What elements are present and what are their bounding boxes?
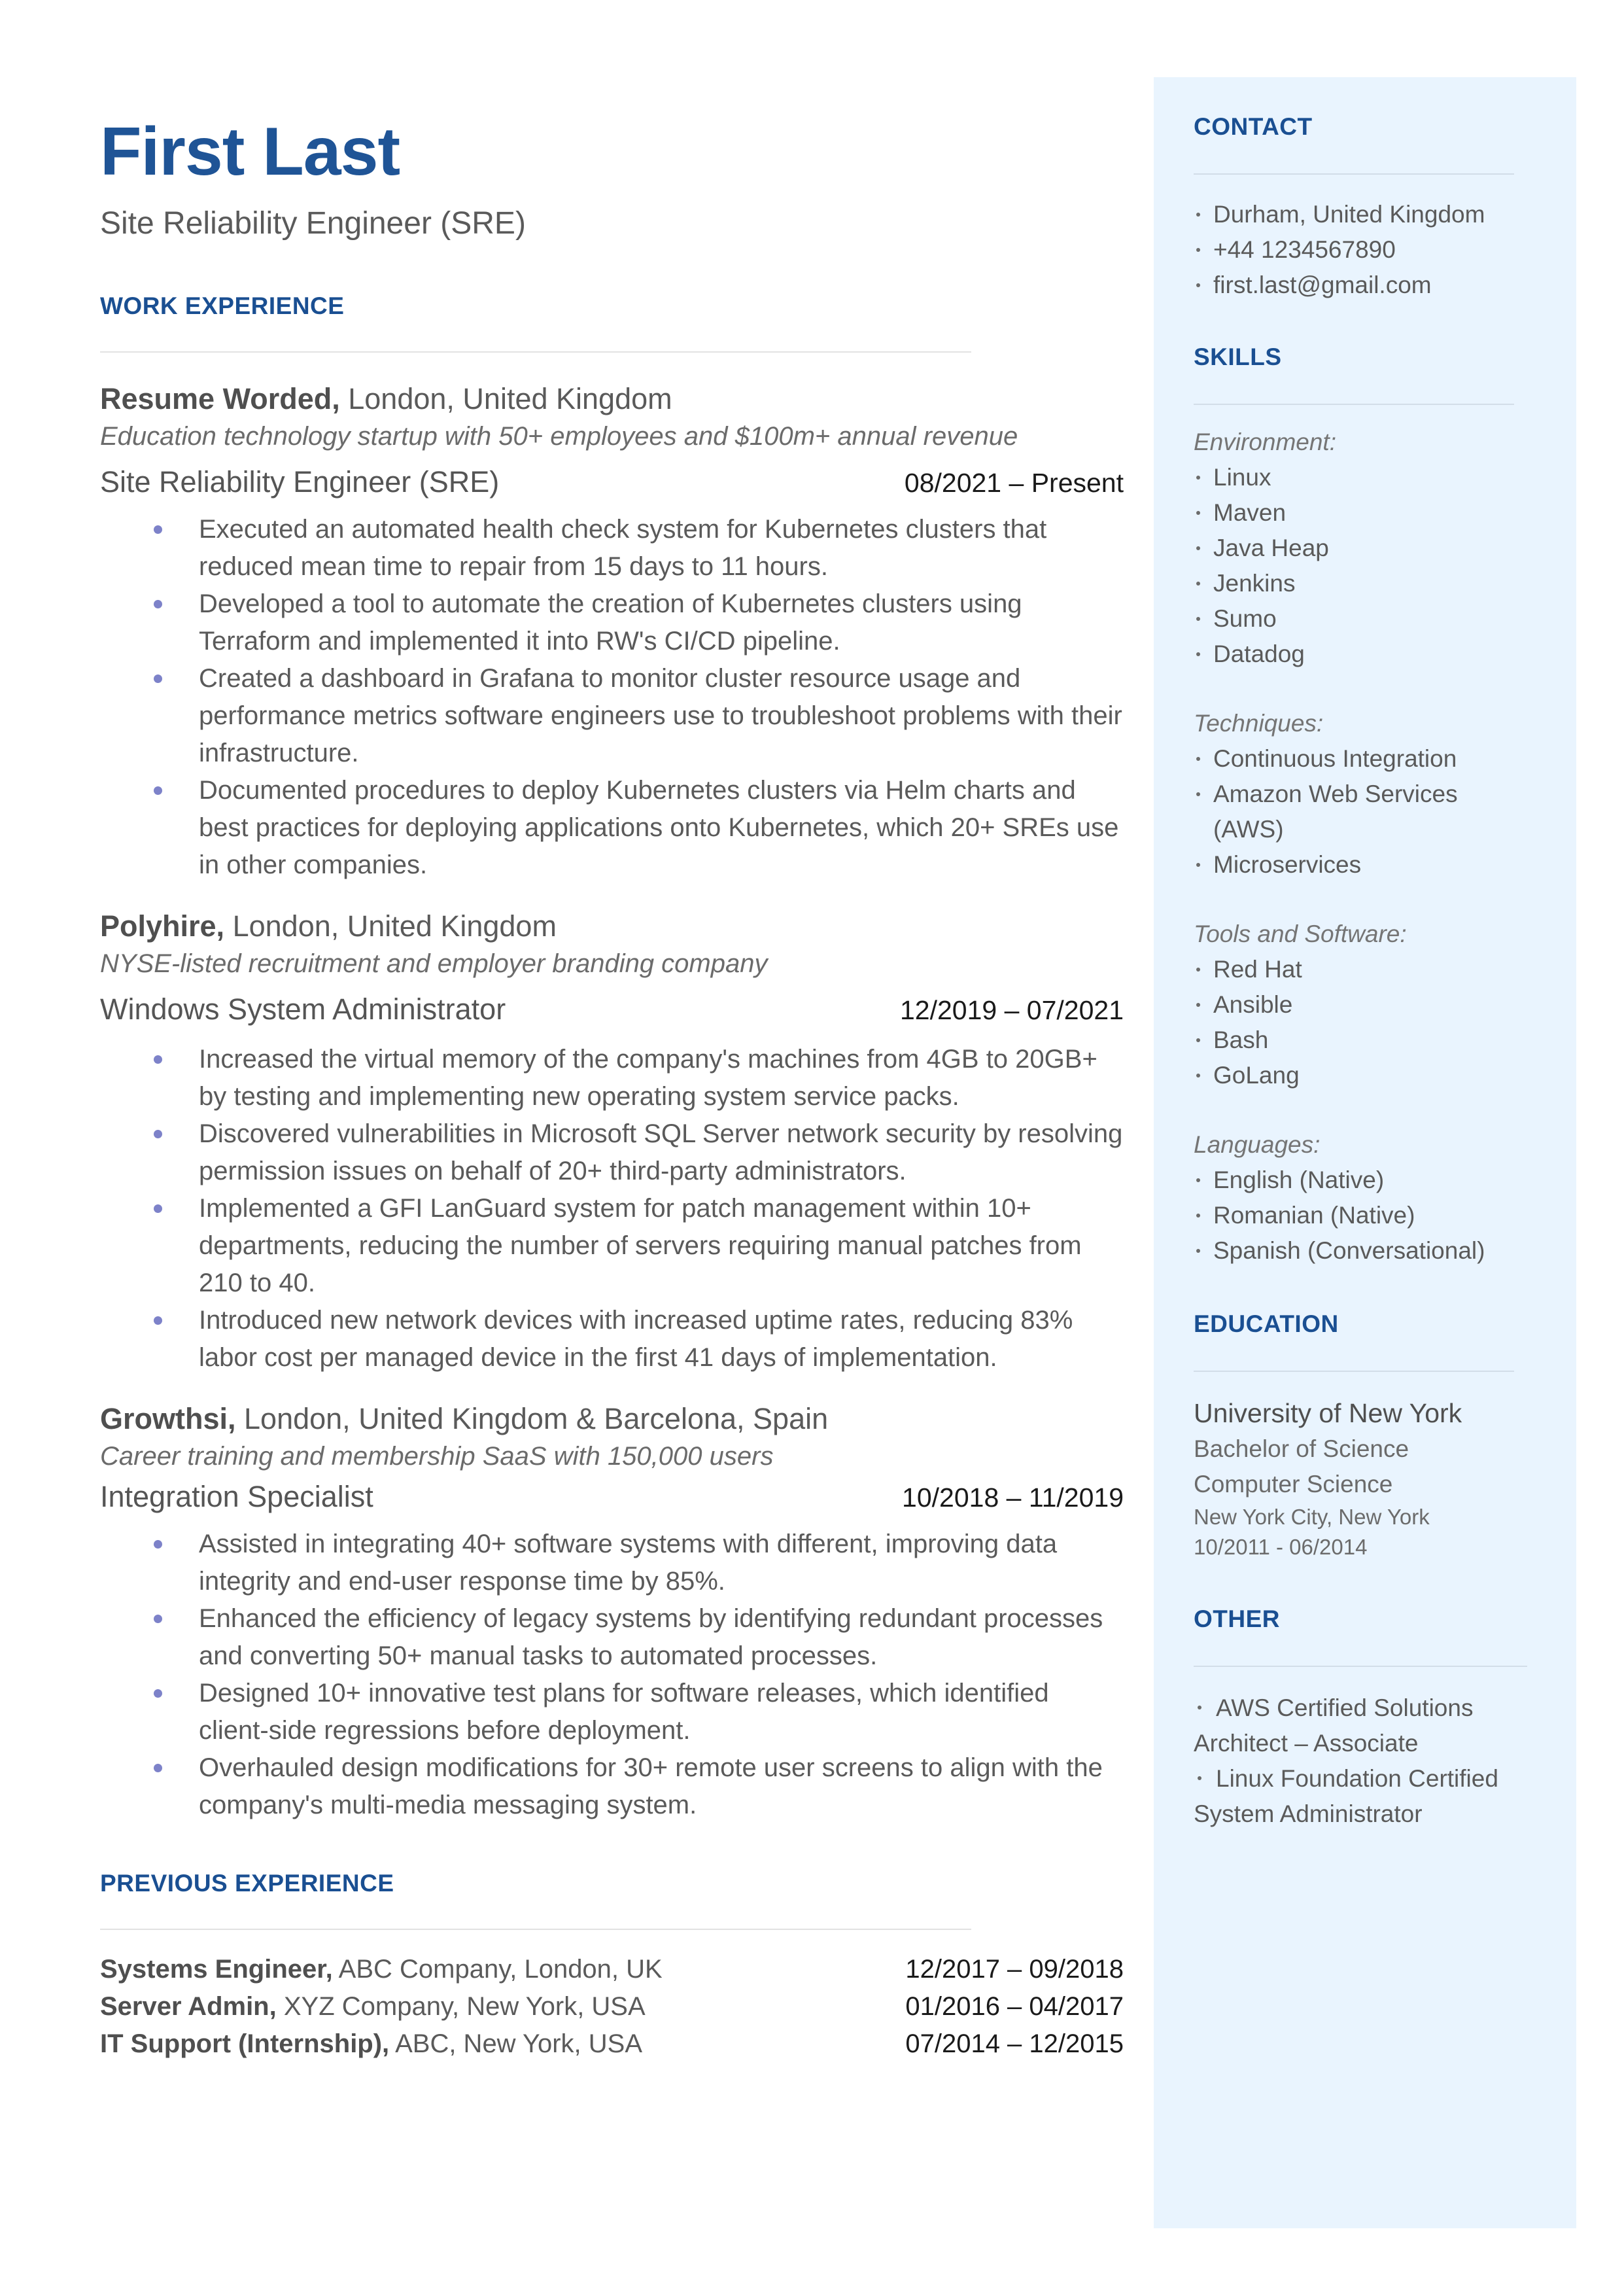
job-dates: 08/2021 – Present xyxy=(904,467,1124,498)
skills-group-label: Environment: xyxy=(1194,429,1336,455)
bullet-dot-icon xyxy=(1196,248,1200,252)
skills-heading: SKILLS xyxy=(1194,343,1282,370)
bullet-dot-icon xyxy=(154,1689,162,1698)
contact-location: Durham, United Kingdom xyxy=(1194,197,1521,232)
job-role-row xyxy=(100,465,1124,499)
main-column xyxy=(100,114,1124,2063)
bullet-dot-icon xyxy=(1196,213,1200,217)
skills-list xyxy=(1194,741,1521,883)
job-role: Windows System Administrator xyxy=(100,992,506,1026)
job-bullet: Increased the virtual memory of the company's machines from 4GB to 20GB+ by testing and implementing new operating system service packs. xyxy=(100,1041,1124,1115)
skill-item: Bash xyxy=(1194,1023,1521,1058)
job-dates: 12/2019 – 07/2021 xyxy=(900,994,1124,1025)
bullet-dot-icon xyxy=(1196,968,1200,972)
job-bullet: Enhanced the efficiency of legacy systems by identifying redundant processes and converting 50+ manual tasks to automated processes. xyxy=(100,1600,1124,1675)
skills-group xyxy=(1194,917,1521,1093)
skill-item: GoLang xyxy=(1194,1058,1521,1093)
contact-heading: CONTACT xyxy=(1194,113,1313,140)
job-bullet: Introduced new network devices with increased uptime rates, reducing 83% labor cost per managed device in the first 41 days of implementation. xyxy=(100,1302,1124,1376)
work-experience-heading: WORK EXPERIENCE xyxy=(100,292,345,319)
certification-item: Linux Foundation Certified System Administrator xyxy=(1194,1765,1498,1827)
contact-list xyxy=(1194,197,1521,303)
contact-phone: +44 1234567890 xyxy=(1194,232,1521,268)
bullet-dot-icon xyxy=(1198,1706,1201,1709)
job-bullets xyxy=(100,511,1124,884)
job-bullets xyxy=(100,1041,1124,1376)
job-bullet: Created a dashboard in Grafana to monitor cluster resource usage and performance metrics software engineers use to troubleshoot problems with their infrastructure. xyxy=(100,660,1124,772)
education-dates: 10/2011 - 06/2014 xyxy=(1194,1535,1368,1559)
job-bullet: Executed an automated health check system for Kubernetes clusters that reduced mean time to repair from 15 days to 11 hours. xyxy=(100,511,1124,586)
job-description: NYSE-listed recruitment and employer branding company xyxy=(100,949,768,978)
job-entry xyxy=(100,1401,1124,1824)
bullet-dot-icon xyxy=(154,1764,162,1772)
bullet-dot-icon xyxy=(154,1615,162,1623)
education-divider xyxy=(1194,1371,1514,1372)
certification-item: AWS Certified Solutions Architect – Associate xyxy=(1194,1694,1474,1757)
skills-group xyxy=(1194,1127,1521,1269)
bullet-dot-icon xyxy=(1196,1249,1200,1253)
candidate-title: Site Reliability Engineer (SRE) xyxy=(100,206,526,241)
job-bullet: Overhauled design modifications for 30+ remote user screens to align with the company's multi-media messaging system. xyxy=(100,1749,1124,1824)
skill-item: Microservices xyxy=(1194,847,1521,883)
job-location: London, United Kingdom & Barcelona, Spain xyxy=(235,1401,829,1435)
skills-list xyxy=(1194,460,1521,672)
job-bullet: Assisted in integrating 40+ software systems with different, improving data integrity and end-user response time by 85%. xyxy=(100,1526,1124,1600)
job-company: Growthsi, xyxy=(100,1401,236,1435)
skill-item: English (Native) xyxy=(1194,1163,1521,1198)
bullet-dot-icon xyxy=(1196,1038,1200,1042)
bullet-dot-icon xyxy=(154,1204,162,1213)
other-heading: OTHER xyxy=(1194,1605,1280,1632)
skills-divider xyxy=(1194,404,1514,405)
bullet-dot-icon xyxy=(1196,546,1200,550)
bullet-dot-icon xyxy=(1196,1074,1200,1077)
skill-item: Maven xyxy=(1194,495,1521,531)
skills-group xyxy=(1194,706,1521,883)
skills-list xyxy=(1194,1163,1521,1269)
previous-experience-row: Systems Engineer, ABC Company, London, UK 12/2017 – 09/2018 xyxy=(100,1954,1124,1984)
sidebar xyxy=(1154,77,1576,2228)
job-bullets xyxy=(100,1526,1124,1824)
skill-item: Jenkins xyxy=(1194,566,1521,601)
candidate-name: First Last xyxy=(100,114,400,190)
education-degree: Bachelor of Science xyxy=(1194,1435,1409,1462)
bullet-dot-icon xyxy=(1196,1003,1200,1007)
job-bullet: Implemented a GFI LanGuard system for patch management within 10+ departments, reducing the number of servers requiring manual patches from 210 to 40. xyxy=(100,1190,1124,1302)
job-role: Integration Specialist xyxy=(100,1479,373,1513)
previous-experience-heading: PREVIOUS EXPERIENCE xyxy=(100,1869,394,1897)
job-company-line xyxy=(100,1401,1124,1437)
bullet-dot-icon xyxy=(1196,1214,1200,1218)
bullet-dot-icon xyxy=(1196,652,1200,656)
job-role: Site Reliability Engineer (SRE) xyxy=(100,464,500,499)
skill-item: Linux xyxy=(1194,460,1521,495)
skill-item: Continuous Integration xyxy=(1194,741,1521,777)
bullet-dot-icon xyxy=(1196,283,1200,287)
education-entry xyxy=(1194,1395,1521,1562)
skill-item: Java Heap xyxy=(1194,531,1521,566)
bullet-dot-icon xyxy=(154,1316,162,1325)
other-list xyxy=(1194,1691,1521,1832)
bullet-dot-icon xyxy=(154,1055,162,1064)
job-dates: 10/2018 – 11/2019 xyxy=(902,1482,1124,1513)
contact-divider xyxy=(1194,173,1514,175)
skills-group-label: Tools and Software: xyxy=(1194,920,1407,947)
bullet-dot-icon xyxy=(154,525,162,534)
bullet-dot-icon xyxy=(1198,1776,1201,1780)
job-company-line xyxy=(100,909,1124,944)
skill-item: Datadog xyxy=(1194,637,1521,672)
job-location: London, United Kingdom xyxy=(224,909,557,943)
bullet-dot-icon xyxy=(1196,863,1200,867)
job-company-line xyxy=(100,381,1124,417)
job-company: Resume Worded, xyxy=(100,381,340,415)
skills-list xyxy=(1194,952,1521,1093)
bullet-dot-icon xyxy=(154,674,162,683)
work-experience-divider xyxy=(100,351,971,353)
bullet-dot-icon xyxy=(154,1540,162,1549)
previous-experience-row: IT Support (Internship), ABC, New York, USA 07/2014 – 12/2015 xyxy=(100,2029,1124,2058)
bullet-dot-icon xyxy=(1196,792,1200,796)
bullet-dot-icon xyxy=(1196,757,1200,761)
other-divider xyxy=(1194,1666,1527,1667)
job-role-row xyxy=(100,992,1124,1026)
job-company: Polyhire, xyxy=(100,909,225,943)
job-bullet: Discovered vulnerabilities in Microsoft SQL Server network security by resolving permission issues on behalf of 20+ third-party administrators. xyxy=(100,1115,1124,1190)
previous-experience-divider xyxy=(100,1929,971,1930)
bullet-dot-icon xyxy=(1196,582,1200,586)
education-field: Computer Science xyxy=(1194,1471,1393,1498)
job-entry xyxy=(100,381,1124,884)
sidebar-content xyxy=(1194,113,1521,1832)
skill-item: Spanish (Conversational) xyxy=(1194,1233,1521,1269)
skill-item: Amazon Web Services (AWS) xyxy=(1194,777,1521,847)
job-bullet: Documented procedures to deploy Kubernetes clusters via Helm charts and best practices for deploying applications onto Kubernetes, which 20+ SREs use in other companies. xyxy=(100,772,1124,884)
contact-email: first.last@gmail.com xyxy=(1194,268,1521,303)
bullet-dot-icon xyxy=(1196,476,1200,480)
bullet-dot-icon xyxy=(154,786,162,795)
skill-item: Sumo xyxy=(1194,601,1521,637)
education-heading: EDUCATION xyxy=(1194,1310,1339,1337)
previous-experience-list xyxy=(100,1951,1124,2063)
skills-group-label: Techniques: xyxy=(1194,710,1324,737)
education-school: University of New York xyxy=(1194,1398,1462,1428)
bullet-dot-icon xyxy=(154,1130,162,1138)
job-bullet: Designed 10+ innovative test plans for software releases, which identified client-side regressions before deployment. xyxy=(100,1675,1124,1749)
skill-item: Red Hat xyxy=(1194,952,1521,987)
previous-experience-row: Server Admin, XYZ Company, New York, USA 01/2016 – 04/2017 xyxy=(100,1991,1124,2021)
bullet-dot-icon xyxy=(1196,617,1200,621)
skills-group xyxy=(1194,425,1521,672)
skills-group-label: Languages: xyxy=(1194,1131,1321,1158)
education-location: New York City, New York xyxy=(1194,1505,1430,1529)
job-entry xyxy=(100,909,1124,1376)
bullet-dot-icon xyxy=(154,600,162,608)
job-description: Career training and membership SaaS with 150,000 users xyxy=(100,1441,774,1471)
job-location: London, United Kingdom xyxy=(339,381,672,415)
skill-item: Romanian (Native) xyxy=(1194,1198,1521,1233)
job-description: Education technology startup with 50+ employees and $100m+ annual revenue xyxy=(100,421,1018,451)
job-bullet: Developed a tool to automate the creation of Kubernetes clusters using Terraform and implemented it into RW's CI/CD pipeline. xyxy=(100,586,1124,660)
job-role-row xyxy=(100,1480,1124,1514)
bullet-dot-icon xyxy=(1196,511,1200,515)
bullet-dot-icon xyxy=(1196,1178,1200,1182)
skill-item: Ansible xyxy=(1194,987,1521,1023)
